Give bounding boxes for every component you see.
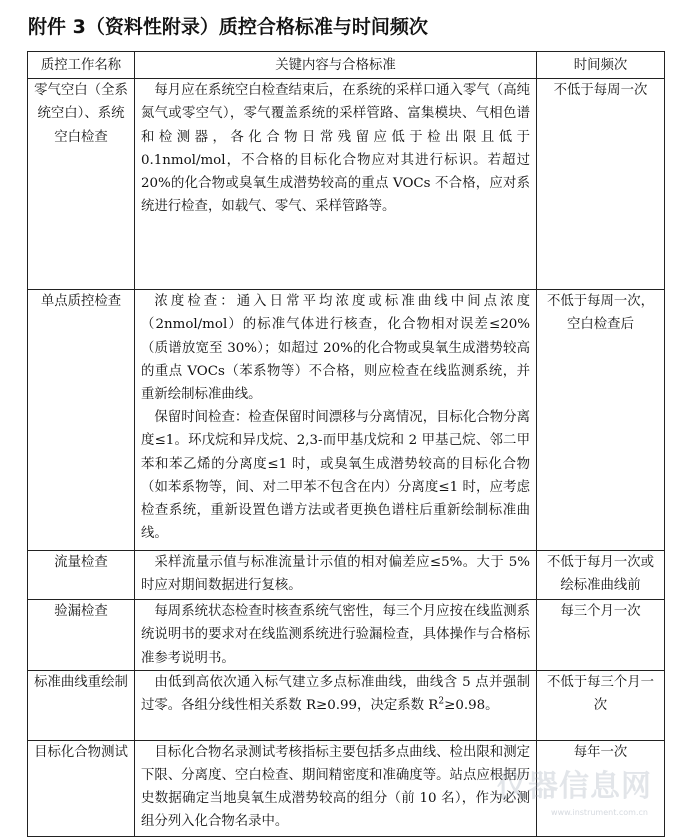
row-criteria bbox=[135, 670, 537, 740]
row-task-name: 单点质控检查 bbox=[28, 290, 135, 551]
row-criteria: 采样流量示值与标准流量计示值的相对偏差应≤5%。大于 5%时应对期间数据进行复核。 bbox=[135, 551, 537, 600]
superscript-2: 2 bbox=[438, 696, 445, 707]
row-criteria: 目标化合物名录测试考核指标主要包括多点曲线、检出限和测定下限、分离度、空白检查、期间精密度和准确度等。站点应根据历史数据确定当地臭氧生成潜势较高的组分（前 10 名），作为必测组分列入化合物名录中。 bbox=[135, 740, 537, 836]
row-criteria: 每周系统状态检查时核查系统气密性，每三个月应按在线监测系统说明书的要求对在线监测系统进行验漏检查，具体操作与合格标准参考说明书。 bbox=[135, 600, 537, 671]
page-title: 附件 3（资料性附录）质控合格标准与时间频次 bbox=[28, 16, 428, 38]
criteria-text-tail: ≥0.98。 bbox=[444, 698, 499, 714]
row-task-name: 流量检查 bbox=[28, 551, 135, 600]
row-criteria: 每月应在系统空白检查结束后，在系统的采样口通入零气（高纯氮气或零空气），零气覆盖系统的采样管路、富集模块、气相色谱和检测器，各化合物日常残留应低于检出限且低于 0.1nmol/mol，不合格的目标化合物应对其进行标识。若超过 20%的化合物或臭氧生成潜势较高的重点 VOCs 不合格，应对系统进行检查，如载气、零气、采样管路等。 bbox=[135, 79, 537, 290]
watermark-url: www.instrument.com.cn bbox=[551, 808, 648, 817]
table-row bbox=[28, 670, 665, 740]
header-frequency: 时间频次 bbox=[537, 52, 665, 79]
row-task-name: 标准曲线重绘制 bbox=[28, 670, 135, 740]
table-row bbox=[28, 600, 665, 671]
row-frequency: 不低于每周一次 bbox=[537, 79, 665, 290]
criteria-paragraph-concentration: 浓度检查：通入日常平均浓度或标准曲线中间点浓度（2nmol/mol）的标准气体进行核查，化合物相对误差≤20%（质谱放宽至 30%）；如超过 20%的化合物或臭氧生成潜势较高的重点 VOCs（苯系物等）不合格，则应检查在线监测系统，并重新绘制标准曲线。 bbox=[141, 294, 530, 403]
row-frequency: 不低于每三个月一次 bbox=[537, 670, 665, 740]
row-task-name: 零气空白（全系统空白）、系统空白检查 bbox=[28, 79, 135, 290]
table-row bbox=[28, 290, 665, 551]
criteria-text: 由低到高依次通入标气建立多点标准曲线，曲线含 5 点并强制过零。各组分线性相关系数 R≥0.99，决定系数 R bbox=[141, 674, 530, 714]
header-criteria: 关键内容与合格标准 bbox=[135, 52, 537, 79]
criteria-paragraph-retention-time: 保留时间检查：检查保留时间漂移与分离情况，目标化合物分离度≤1。环戊烷和异戊烷、2,3-而甲基戊烷和 2 甲基己烷、邻二甲苯和苯乙烯的分离度≤1 时，或臭氧生成潜势较高的目标化合物（如苯系物等，间、对二甲苯不包含在内）分离度≤1 时，应考虑检查系统，重新设置色谱方法或者更换色谱柱后重新绘制标准曲线。 bbox=[141, 410, 530, 542]
table-row bbox=[28, 79, 665, 290]
row-criteria bbox=[135, 290, 537, 551]
row-task-name: 目标化合物测试 bbox=[28, 740, 135, 836]
row-frequency: 不低于每周一次，空白检查后 bbox=[537, 290, 665, 551]
row-frequency: 不低于每月一次或绘标准曲线前 bbox=[537, 551, 665, 600]
qc-standards-table bbox=[27, 51, 665, 837]
row-task-name: 验漏检查 bbox=[28, 600, 135, 671]
row-frequency: 每年一次 bbox=[537, 740, 665, 836]
table-header-row bbox=[28, 52, 665, 79]
watermark-logo: 仪器信息网 bbox=[497, 769, 652, 804]
row-frequency: 每三个月一次 bbox=[537, 600, 665, 671]
table-row bbox=[28, 740, 665, 836]
header-qc-task: 质控工作名称 bbox=[28, 52, 135, 79]
table-row bbox=[28, 551, 665, 600]
